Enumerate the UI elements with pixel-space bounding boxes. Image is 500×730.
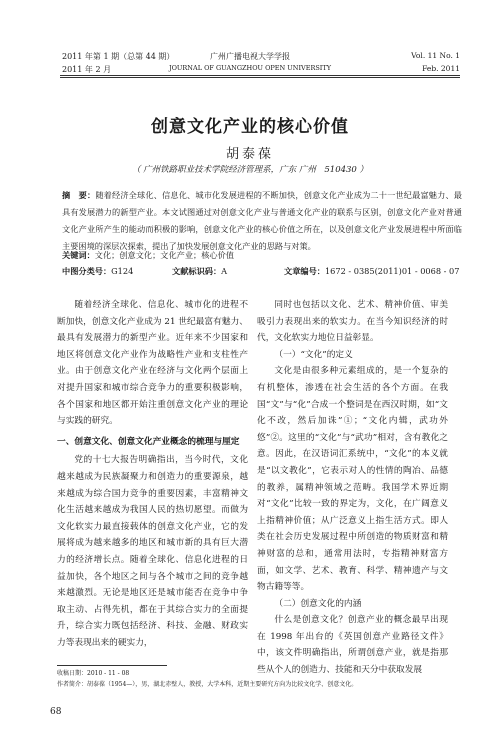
article-title: 创意文化产业的核心价值 (151, 117, 349, 137)
art-label: 文章编号： (284, 266, 325, 276)
footnote-rule (57, 665, 167, 666)
volume-label: Vol. 11 No. 1 (411, 51, 460, 60)
doc-code (172, 266, 227, 277)
paragraph: 同时也包括以文化、艺术、精神价值、审美吸引力表现出来的软实力。在当今知识经济的时代，文化软实力地位日益彰显。 (257, 300, 448, 344)
author-affiliation: （ 广州铁路职业技术学院经济管理系，广东 广州 510430 ） (131, 165, 369, 175)
subsection-heading: （一）“文化”的定义 (274, 349, 353, 360)
issue-label: 2011 年第 1 期（总第 44 期） (62, 52, 175, 61)
paragraph: 随着经济全球化、信息化、城市化的进程不断加快，创意文化产业成为 21 世纪最富有魅力、最具有发展潜力的新型产业。近年来不少国家和地区将创意文化产业作为战略性产业和支柱性产业。由于创意文化产业在经济与文化两个层面上对提升国家和城市综合竞争力的重要积极影响，各个国家和地区都开始注重创意文化产业的理论与实践的研究。 (57, 300, 248, 427)
pub-date-label: Feb. 2011 (422, 64, 460, 73)
doc-label: 文献标识码： (172, 266, 222, 276)
keywords-label: 关键词： (62, 250, 95, 260)
header-rule-top (60, 75, 460, 76)
article-author: 胡泰葆 (225, 147, 274, 162)
abstract (62, 187, 462, 255)
abstract-label: 摘 要： (62, 190, 96, 200)
header-rule-bottom (60, 77, 460, 78)
abstract-text: 随着经济全球化、信息化、城市化发展进程的不断加快，创意文化产业成为二十一世纪最富魅力、最具有发展潜力的新型产业。本文试图通过对创意文化产业与普通文化产业的联系与区别，创意文化产业对普通文化产业所产生的能动而积极的影响，创意文化产业的核心价值之所在，以及创意文化产业发展进程中所面临主要困境的深层次探索，提出了加快发展创意文化产业的思路与对策。 (62, 190, 462, 251)
journal-name-en: JOURNAL OF GUANGZHOU OPEN UNIVERSITY (169, 64, 331, 72)
doc-value: A (221, 266, 228, 276)
body-column-right (257, 297, 448, 679)
clc-number (62, 266, 133, 277)
section-heading: 一、创意文化、创意文化产业概念的梳理与厘定 (57, 436, 240, 447)
paragraph: 什么是创意文化？创意产业的概念最早出现在 1998 年出台的《英国创意产业路径文件》中，该文件明确指出，所谓创意产业，就是指那些从个人的创造力、技能和天分中获取发展 (257, 615, 448, 676)
art-value: 1672 - 0385(2011)01 - 0068 - 07 (324, 266, 460, 276)
journal-name-cn: 广州广播电视大学学报 (210, 52, 290, 61)
paragraph: 文化是由很多种元素组成的，是一个复杂的有机整体，渗透在社会生活的各个方面。在我国“文”与“化”合成一个整词是在西汉时期，如“文化不改，然后加诛”①；“文化内辑，武功外悠”②。这里的“文化”与“武功”相对，含有教化之意。因此，在汉语词汇系统中，“文化”的本义就是“以文教化”，它表示对人的性情的陶冶、品德的教养，属精神领域之范畴。我国学术界近期对“文化”比较一致的界定为，文化，在广阔意义上指精神价值；从广泛意义上指生活方式。即人类在社会历史发展过程中所创造的物质财富和精神财富的总和，通常用法时，专指精神财富方面，如文学、艺术、教育、科学、精神遗产与文物古籍等等。 (257, 366, 448, 593)
running-header (0, 0, 500, 75)
keywords-text: 文化；创意文化；文化产业；核心价值 (94, 250, 234, 260)
paragraph: 党的十七大报告明确指出，当今时代，文化越来越成为民族凝聚力和创造力的重要源泉，越来越成为综合国力竞争的重要因素，丰富精神文化生活越来越成为我国人民的热切愿望。而做为文化软实力最直接载体的创意文化产业，它的发展将成为越来越多的地区和城市新的具有巨大潜力的经济增长点。随着全球化、信息化进程的日益加快，各个地区之间与各个城市之间的竞争越来越激烈。无论是地区还是城市能否在竞争中争取主动、占得先机，都在于其综合实力的全面提升，综合实力既包括经济、科技、金融、财政实力等表现出来的硬实力， (57, 455, 248, 648)
article-number (284, 266, 459, 277)
body-column-left (57, 297, 248, 651)
clc-label: 中图分类号： (62, 266, 112, 276)
date-label: 2011 年 2 月 (62, 65, 112, 74)
subsection-heading: （二）创意文化的内涵 (274, 598, 362, 609)
keywords (62, 250, 462, 261)
clc-value: G124 (111, 266, 134, 276)
author-bio: 作者简介：胡泰葆（1954—），男，湖北赤壁人，教授，大学本科，近期主要研究方向为比较文化学、创意文化。 (57, 681, 358, 688)
page-number: 68 (50, 707, 62, 717)
received-date: 收稿日期：2010 - 11 - 08 (57, 670, 130, 677)
